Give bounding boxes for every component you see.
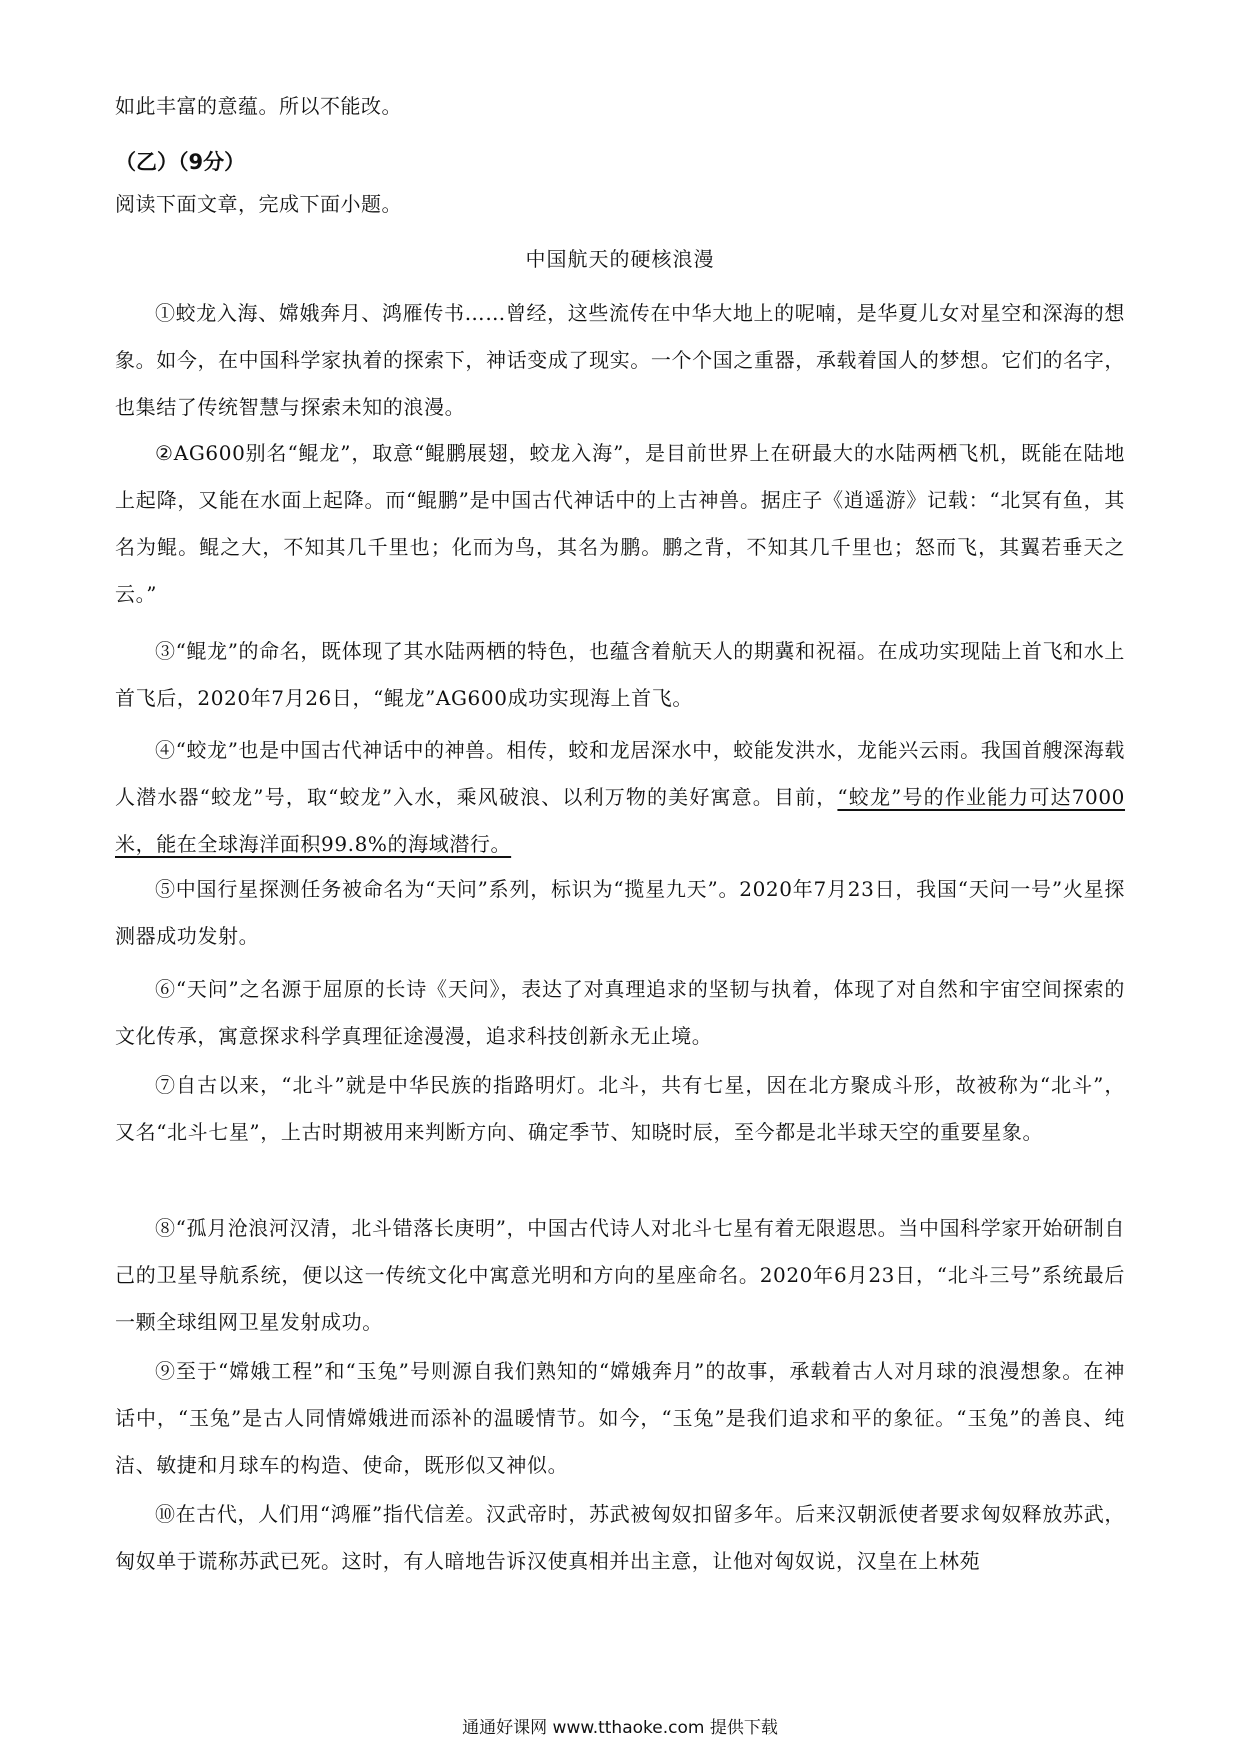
article-title: 中国航天的硬核浪漫 [525,247,715,271]
continued-text: 如此丰富的意蕴。所以不能改。 [115,94,402,118]
paragraph-7: ⑦自古以来，“北斗”就是中华民族的指路明灯。北斗，共有七星，因在北方聚成斗形，故被称为“北斗”，又名“北斗七星”，上古时期被用来判断方向、确定季节、知晓时辰，至今都是北半球天空的重要星象。 [115,1073,1125,1144]
reading-instruction: 阅读下面文章，完成下面小题。 [115,192,402,216]
paragraph-4-text: ④“蛟龙”也是中国古代神话中的神兽。相传，蛟和龙居深水中，蛟能发洪水，龙能兴云雨。我国首艘深海载人潜水器“蛟龙”号，取“蛟龙”入水，乘风破浪、以利万物的美好寓意。目前， [115,738,1125,809]
paragraph-9: ⑨至于“嫦娥工程”和“玉兔”号则源自我们熟知的“嫦娥奔月”的故事，承载着古人对月球的浪漫想象。在神话中，“玉兔”是古人同情嫦娥进而添补的温暖情节。如今，“玉兔”是我们追求和平的象征。“玉兔”的善良、纯洁、敏捷和月球车的构造、使命，既形似又神似。 [115,1359,1125,1477]
paragraph-4 [115,727,1125,868]
section-heading: （乙）（9分） [115,150,246,174]
paragraph-5: ⑤中国行星探测任务被命名为“天问”系列，标识为“揽星九天”。2020年7月23日，我国“天问一号”火星探测器成功发射。 [115,877,1125,948]
paragraph-8: ⑧“孤月沧浪河汉清，北斗错落长庚明”，中国古代诗人对北斗七星有着无限遐思。当中国科学家开始研制自己的卫星导航系统，便以这一传统文化中寓意光明和方向的星座命名。2020年6月23日，“北斗三号”系统最后一颗全球组网卫星发射成功。 [115,1216,1125,1334]
paragraph-6: ⑥“天问”之名源于屈原的长诗《天问》，表达了对真理追求的坚韧与执着，体现了对自然和宇宙空间探索的文化传承，寓意探求科学真理征途漫漫，追求科技创新永无止境。 [115,977,1125,1048]
paragraph-3: ③“鲲龙”的命名，既体现了其水陆两栖的特色，也蕴含着航天人的期冀和祝福。在成功实现陆上首飞和水上首飞后，2020年7月26日，“鲲龙”AG600成功实现海上首飞。 [115,639,1125,710]
underlined-sentence: “蛟龙”号的作业能力可达7000米，能在全球海洋面积99.8%的海域潜行。 [115,785,1126,856]
paragraph-2: ②AG600别名“鲲龙”，取意“鲲鹏展翅，蛟龙入海”，是目前世界上在研最大的水陆两栖飞机，既能在陆地上起降，又能在水面上起降。而“鲲鹏”是中国古代神话中的上古神兽。据庄子《逍遥游》记载：“北冥有鱼，其名为鲲。鲲之大，不知其几千里也；化而为鸟，其名为鹏。鹏之背，不知其几千里也；怒而飞，其翼若垂天之云。” [115,441,1125,606]
paragraph-10: ⑩在古代，人们用“鸿雁”指代信差。汉武帝时，苏武被匈奴扣留多年。后来汉朝派使者要求匈奴释放苏武，匈奴单于谎称苏武已死。这时，有人暗地告诉汉使真相并出主意，让他对匈奴说，汉皇在上林苑 [115,1502,1125,1573]
paragraph-1: ①蛟龙入海、嫦娥奔月、鸿雁传书……曾经，这些流传在中华大地上的呢喃，是华夏儿女对星空和深海的想象。如今，在中国科学家执着的探索下，神话变成了现实。一个个国之重器，承载着国人的梦想。它们的名字，也集结了传统智慧与探索未知的浪漫。 [115,301,1125,419]
footer-text: 通通好课网 www.tthaoke.com 提供下载 [462,1718,778,1738]
